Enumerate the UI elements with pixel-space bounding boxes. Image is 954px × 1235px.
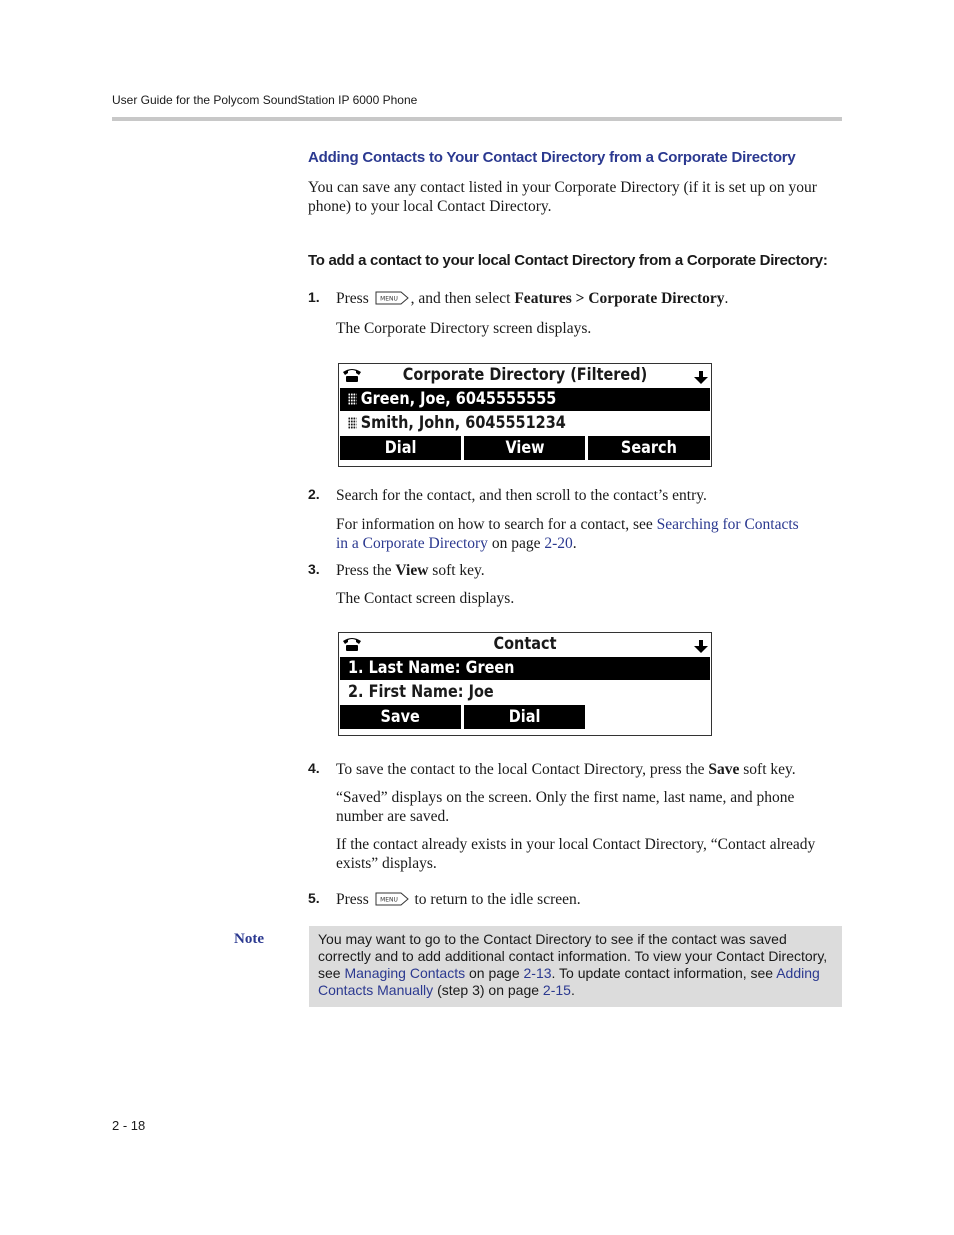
softkey-dial[interactable]: Dial bbox=[464, 705, 585, 729]
step-4-text: To save the contact to the local Contact Directory, press the Save soft key. bbox=[336, 761, 796, 778]
contact-field[interactable] bbox=[340, 681, 710, 704]
header-rule bbox=[112, 117, 842, 121]
link-page-2-20[interactable]: 2-20 bbox=[544, 535, 573, 552]
svg-text:MENU: MENU bbox=[379, 896, 398, 904]
softkey-bar bbox=[339, 436, 711, 460]
screen-title-bar bbox=[339, 633, 711, 657]
note-label: Note bbox=[234, 931, 264, 947]
grip-icon bbox=[348, 417, 357, 429]
screen-title: Contact bbox=[493, 634, 557, 654]
link-page-2-13[interactable]: 2-13 bbox=[523, 965, 552, 981]
link-managing-contacts[interactable]: Managing Contacts bbox=[344, 965, 466, 981]
page-number: 2 - 18 bbox=[112, 1118, 146, 1133]
step-2-info-mid: on page bbox=[491, 535, 541, 552]
softkey-bar bbox=[339, 705, 711, 729]
section-intro: You can save any contact listed in your Corporate Directory (if it is set up on your phone) to your local Contact Directory. bbox=[308, 179, 817, 215]
link-searching-for-contacts[interactable]: Searching for Contacts in a Corporate Directory bbox=[336, 516, 799, 552]
step-number-2: 2. bbox=[308, 486, 320, 502]
directory-entry[interactable] bbox=[340, 412, 710, 435]
step-4-result-2: If the contact already exists in your local Contact Directory, “Contact already exists” displays. bbox=[336, 836, 816, 872]
section-title: Adding Contacts to Your Contact Directory from a Corporate Directory bbox=[308, 149, 796, 166]
field-text: 1. Last Name: Green bbox=[348, 658, 515, 678]
step-1-text bbox=[336, 289, 842, 308]
field-text: 2. First Name: Joe bbox=[348, 682, 494, 702]
menu-key-icon bbox=[375, 891, 409, 907]
contact-field-selected[interactable] bbox=[340, 657, 710, 680]
step-2-info bbox=[336, 515, 842, 553]
note-text: You may want to go to the Contact Directory to see if the contact was saved correctly and to add additional contact information. To view your Contact Directory, see Managing Contacts on page 2-13. To update contact information, see Adding Contacts Manually (step 3) on page 2-15. bbox=[318, 931, 828, 998]
step-3-text: Press the View soft key. bbox=[336, 562, 485, 579]
screen-title: Corporate Directory (Filtered) bbox=[402, 365, 648, 385]
step-3-result: The Contact screen displays. bbox=[336, 590, 515, 607]
step-2-text: Search for the contact, and then scroll to the contact’s entry. bbox=[336, 487, 707, 504]
note-box bbox=[309, 926, 842, 1007]
contact-screen bbox=[338, 632, 712, 736]
step-number-3: 3. bbox=[308, 561, 320, 577]
step-2-info-end: . bbox=[572, 535, 577, 552]
link-page-2-15[interactable]: 2-15 bbox=[542, 982, 571, 998]
menu-features: Features bbox=[514, 290, 572, 307]
step-number-1: 1. bbox=[308, 289, 320, 305]
softkey-dial[interactable]: Dial bbox=[340, 436, 461, 460]
scroll-down-arrow-icon bbox=[694, 640, 708, 654]
phone-handset-icon bbox=[342, 367, 362, 383]
step-1-press: Press bbox=[336, 290, 369, 307]
step-1-result: The Corporate Directory screen displays. bbox=[336, 320, 592, 337]
save-key-label: Save bbox=[708, 761, 740, 778]
phone-handset-icon bbox=[342, 636, 362, 652]
procedure-title: To add a contact to your local Contact Directory from a Corporate Directory: bbox=[308, 252, 828, 269]
softkey-search[interactable]: Search bbox=[588, 436, 710, 460]
grip-icon bbox=[348, 393, 357, 405]
svg-text:MENU: MENU bbox=[379, 295, 398, 303]
scroll-down-arrow-icon bbox=[694, 371, 708, 385]
screen-title-bar bbox=[339, 364, 711, 388]
step-1-end: . bbox=[724, 290, 729, 307]
view-key-label: View bbox=[395, 562, 429, 579]
step-1-mid: , and then select bbox=[410, 290, 511, 307]
directory-entry-selected[interactable] bbox=[340, 388, 710, 411]
step-2-info-text: For information on how to search for a contact, see bbox=[336, 516, 653, 533]
entry-text: Smith, John, 6045551234 bbox=[360, 413, 566, 433]
link-adding-contacts-manually[interactable]: Adding Contacts Manually bbox=[318, 965, 820, 998]
step-5-text: Press MENU to return to the idle screen. bbox=[336, 891, 581, 908]
menu-separator: > bbox=[575, 290, 585, 307]
step-number-5: 5. bbox=[308, 890, 320, 906]
step-4-result-1: “Saved” displays on the screen. Only the first name, last name, and phone number are saved. bbox=[336, 789, 795, 825]
entry-text: Green, Joe, 6045555555 bbox=[360, 389, 557, 409]
softkey-view[interactable]: View bbox=[464, 436, 585, 460]
menu-corporate-directory: Corporate Directory bbox=[588, 290, 725, 307]
softkey-save[interactable]: Save bbox=[340, 705, 461, 729]
step-number-4: 4. bbox=[308, 760, 320, 776]
running-header: User Guide for the Polycom SoundStation IP 6000 Phone bbox=[112, 93, 418, 107]
corporate-directory-screen bbox=[338, 363, 712, 467]
menu-key-icon bbox=[375, 290, 409, 306]
